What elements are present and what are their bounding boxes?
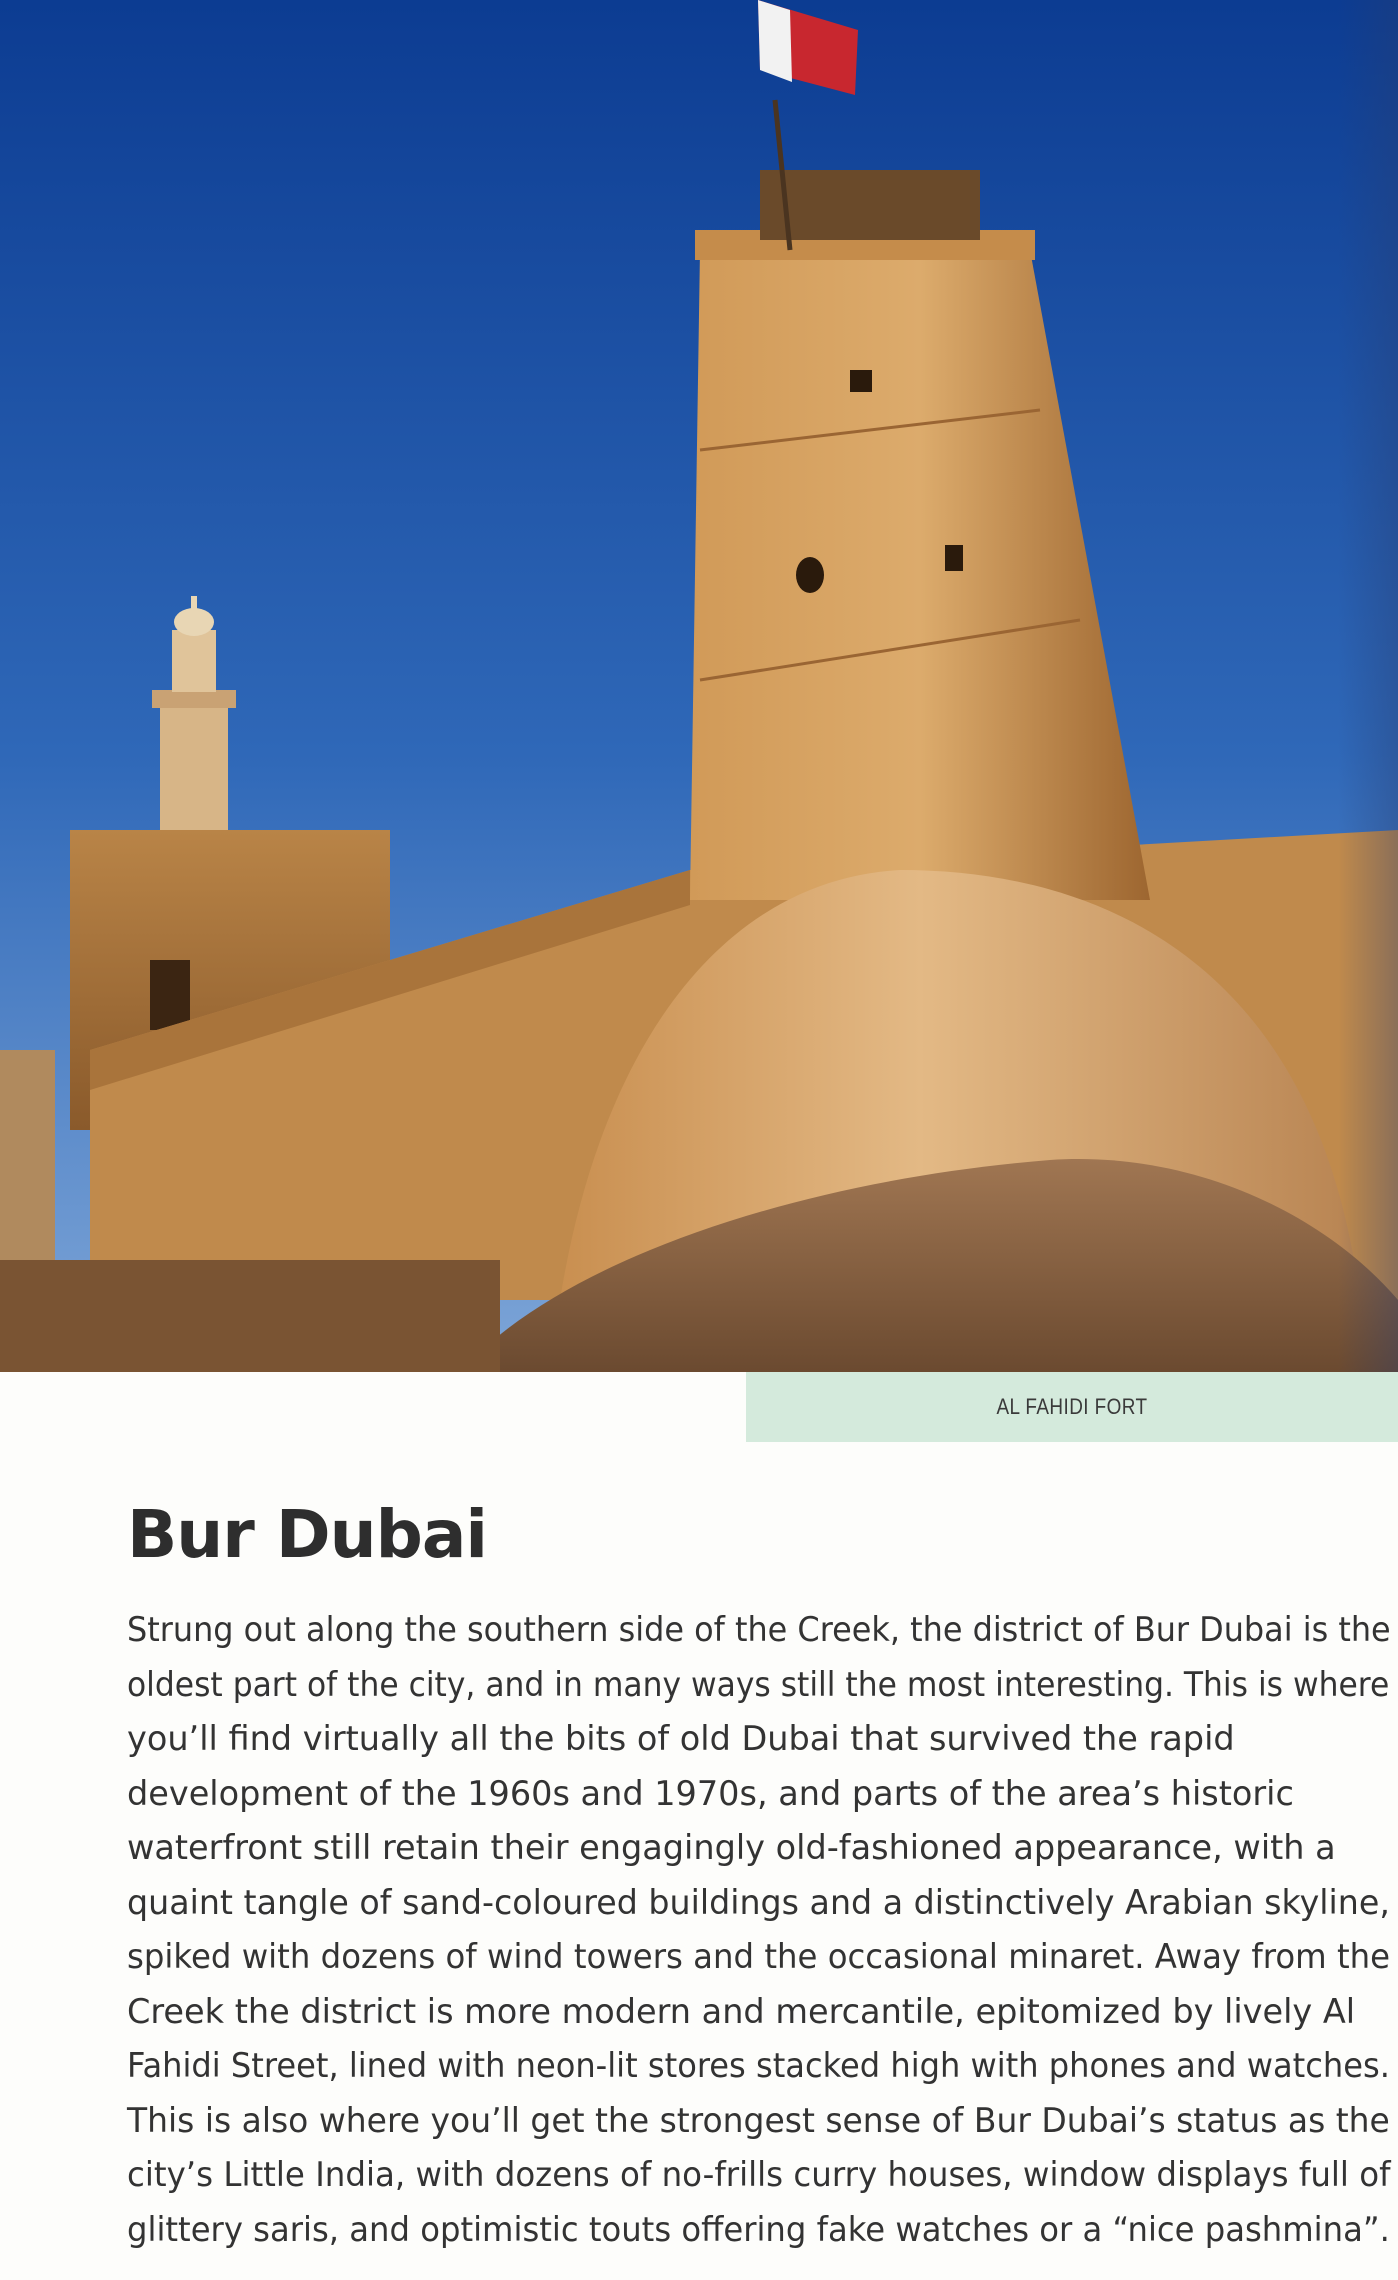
photo-caption: AL FAHIDI FORT (996, 1394, 1148, 1419)
paragraph-line: Fahidi Street, lined with neon-lit stores stacked high with phones and watches. (127, 2046, 1390, 2085)
page-edge-shadow (1338, 0, 1398, 1372)
section-title: Bur Dubai (127, 1496, 487, 1573)
paragraph-line: Creek the district is more modern and mercantile, epitomized by lively Al (127, 1991, 1356, 2031)
paragraph-line: oldest part of the city, and in many ways still the most interesting. This is where (127, 1664, 1390, 1704)
paragraph-line: city’s Little India, with dozens of no-frills curry houses, window displays full of (127, 2155, 1391, 2194)
photo-caption-bar (746, 1372, 1398, 1442)
section-paragraph (127, 1603, 1391, 2257)
paragraph-line: you’ll find virtually all the bits of old Dubai that survived the rapid (127, 1719, 1235, 1758)
paragraph-line: This is also where you’ll get the strongest sense of Bur Dubai’s status as the (127, 2100, 1390, 2140)
paragraph-line: spiked with dozens of wind towers and the occasional minaret. Away from the (127, 1937, 1391, 1976)
paragraph-line: development of the 1960s and 1970s, and parts of the area’s historic (127, 1773, 1294, 1813)
paragraph-line: quaint tangle of sand-coloured buildings and a distinctively Arabian skyline, (127, 1882, 1390, 1922)
paragraph-line: Strung out along the southern side of the Creek, the district of Bur Dubai is the (127, 1610, 1391, 1649)
paragraph-line: waterfront still retain their engagingly old-fashioned appearance, with a (127, 1828, 1336, 1867)
paragraph-line: glittery saris, and optimistic touts offering fake watches or a “nice pashmina”. (127, 2209, 1390, 2249)
